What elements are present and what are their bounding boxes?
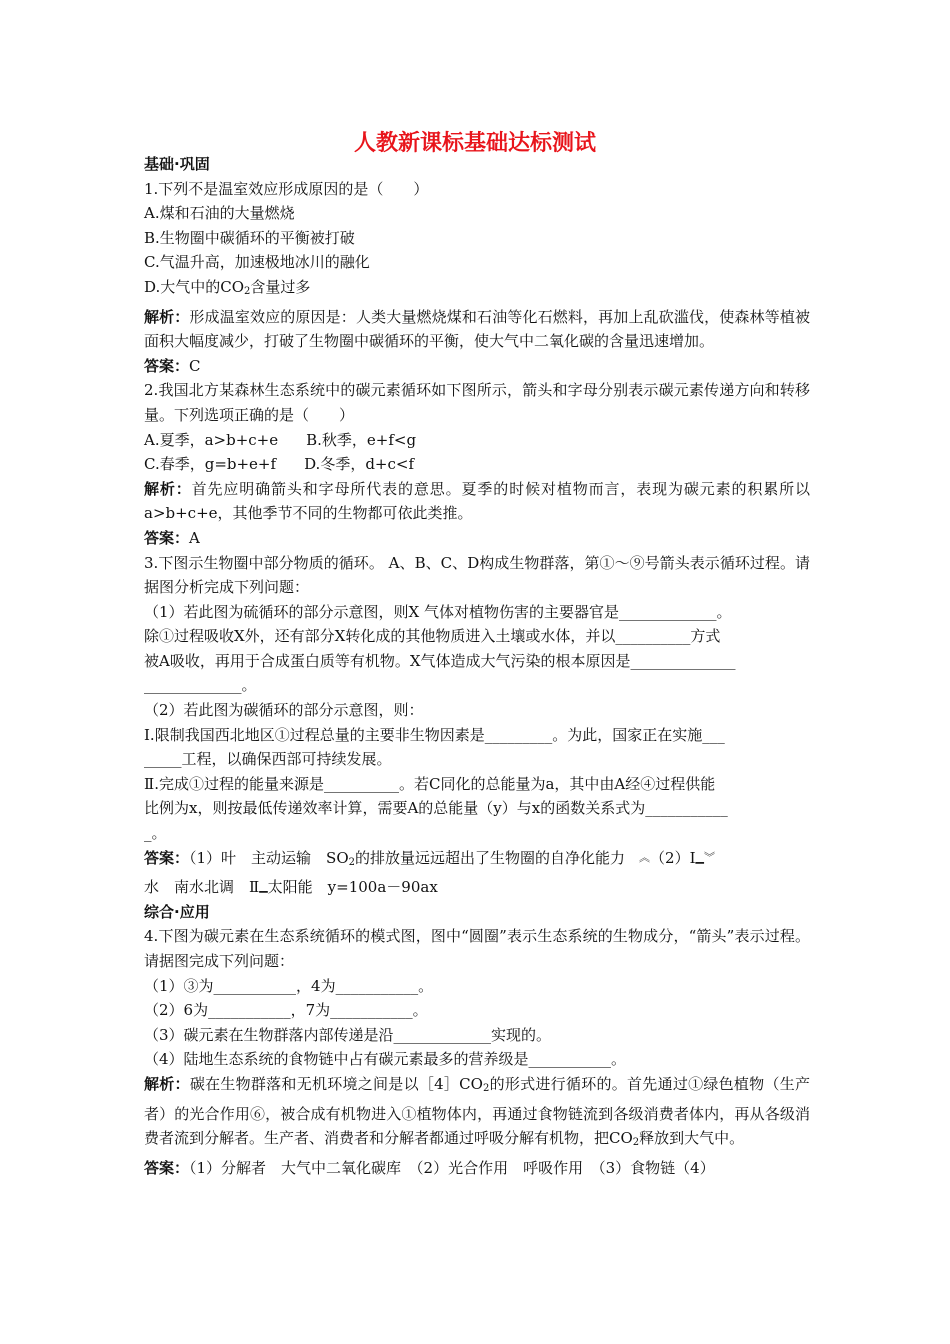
q2-stem: 2.我国北方某森林生态系统中的碳元素循环如下图所示，箭头和字母分别表示碳元素传递方向和转移量。下列选项正确的是（ ） xyxy=(144,381,810,424)
q3-answer-line2: 水 南水北调 Ⅱ▁太阳能 y=100a－90ax xyxy=(144,875,810,900)
section-heading-applied: 综合·应用 xyxy=(144,902,210,921)
q4-line3: （3）碳元素在生物群落内部传递是沿_____________实现的。 xyxy=(144,1025,552,1044)
q2-options-cd: C.春季，g=b+e+f D.冬季，d+c<f xyxy=(144,455,415,474)
chevron-down-icon: ︾ xyxy=(703,850,715,864)
q3-part2-line6: _。 xyxy=(144,824,167,843)
q4-answer: 答案：（1）分解者 大气中二氧化碳库 （2）光合作用 呼吸作用 （3）食物链（4） xyxy=(144,1158,715,1177)
q3-part2-line3: _____工程，以确保西部可持续发展。 xyxy=(144,750,392,769)
q2-answer: 答案：A xyxy=(144,528,200,547)
q2-analysis: 解析：首先应明确箭头和字母所代表的意思。夏季的时候对植物而言，表现为碳元素的积累所以a>b+c+e，其他季节不同的生物都可依此类推。 xyxy=(144,479,810,523)
bracket-mark-icon: ▁ xyxy=(695,850,704,864)
q3-part2-line2: Ⅰ.限制我国西北地区①过程总量的主要非生物因素是_________。为此，国家正在实施___ xyxy=(144,725,725,744)
q1-option-c: C.气温升高，加速极地冰川的融化 xyxy=(144,253,370,272)
q4-line4: （4）陆地生态系统的食物链中占有碳元素最多的营养级是___________。 xyxy=(144,1050,627,1069)
q3-part2-line1: （2）若此图为碳循环的部分示意图，则： xyxy=(144,701,424,720)
document-body xyxy=(144,152,810,1180)
q3-part1-line1: （1）若此图为硫循环的部分示意图，则X 气体对植物伤害的主要器官是_____________。 xyxy=(144,602,732,621)
q3-stem: 3.下图示生物圈中部分物质的循环。 A、B、C、D构成生物群落，第①～⑨号箭头表示循环过程。请据图分析完成下列问题： xyxy=(144,553,810,597)
bracket-mark-icon: ▁ xyxy=(259,880,268,894)
q4-line2: （2）6为___________，7为___________。 xyxy=(144,1001,428,1020)
q4-analysis: 解析：碳在生物群落和无机环境之间是以$[4]CO_2$的形式进行循环的。首先通过①绿色植物（生产者）的光合作用⑥，被合成有机物进入①植物体内，再通过食物链流到各级消费者体内，再从各级消费者流到分解者。生产者、消费者和分解者都通过呼吸分解有机物，把$CO_2$释放到大气中。 xyxy=(144,1074,810,1149)
q3-answer-line1: 答案：（1）叶 主动运输 $SO_2$的排放量远远超出了生物圈的自净化能力 ︽（2）Ⅰ▁︾ xyxy=(144,846,810,876)
q1-analysis: 解析：形成温室效应的原因是：人类大量燃烧煤和石油等化石燃料，再加上乱砍滥伐，使森林等植被面积大幅度减少，打破了生物圈中碳循环的平衡，使大气中二氧化碳的含量迅速增加。 xyxy=(144,307,810,351)
q3-part1-line3: 被A吸收，再用于合成蛋白质等有机物。X气体造成大气污染的根本原因是______________ xyxy=(144,651,736,670)
q1-option-b: B.生物圈中碳循环的平衡被打破 xyxy=(144,228,355,247)
q3-part1-line2: 除①过程吸收X外，还有部分X转化成的其他物质进入土壤或水体，并以__________方式 xyxy=(144,627,721,646)
q3-part1-line4: _____________。 xyxy=(144,676,257,695)
q1-stem: 1.下列不是温室效应形成原因的是（ ） xyxy=(144,179,429,198)
q2-options-ab: A.夏季，a>b+c+e B.秋季，e+f<g xyxy=(144,430,417,449)
q1-answer: 答案：C xyxy=(144,356,201,375)
q3-part2-line4: Ⅱ.完成①过程的能量来源是__________。若C同化的总能量为a，其中由A经④过程供能 xyxy=(144,774,716,793)
q4-line1: （1）③为___________，4为___________。 xyxy=(144,976,434,995)
chevron-up-icon: ︽ xyxy=(639,850,651,864)
q1-option-d: D.大气中的$CO_2$含量过多 xyxy=(144,277,311,297)
q1-option-a: A.煤和石油的大量燃烧 xyxy=(144,204,295,223)
q3-part2-line5: 比例为x，则按最低传递效率计算，需要A的总能量（y）与x的函数关系式为___________ xyxy=(144,799,728,818)
page-title: 人教新课标基础达标测试 xyxy=(353,131,596,156)
section-heading-basic: 基础·巩固 xyxy=(144,155,210,173)
q4-stem: 4.下图为碳元素在生态系统循环的模式图，图中“圆圈”表示生态系统的生物成分，“箭头”表示过程。请据图完成下列问题： xyxy=(144,927,810,970)
